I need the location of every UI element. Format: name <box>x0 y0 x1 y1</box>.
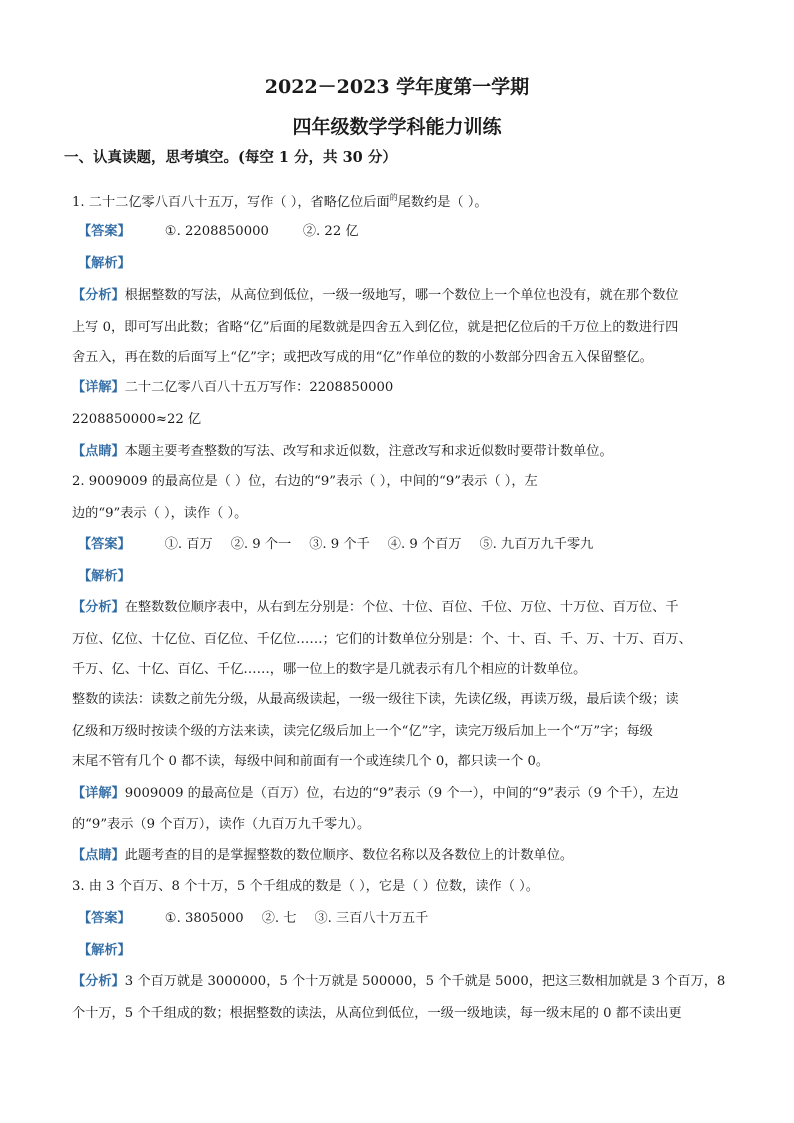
q1-fenxi-2: 上写 0，即可写出此数；省略“亿”后面的尾数就是四舍五入到亿位，就是把亿位后的千万位上的数进行四 <box>72 320 679 335</box>
q3-fenxi-2: 个十万，5 个千组成的数；根据整数的读法，从高位到低位，一级一级地读，每一级末尾的 0 都不读出更 <box>72 1006 682 1021</box>
q2-detail-text-1: 9009009 的最高位是（百万）位，右边的“9”表示（9 个一），中间的“9”表示（9 个千），左边 <box>124 786 679 801</box>
q2-question-1: 2. 9009009 的最高位是（ ）位，右边的“9”表示（ ），中间的“9”表示（ ），左 <box>72 474 538 489</box>
q1-analysis-tag <box>78 254 131 274</box>
q2-answer-4: ④. 9 个百万 <box>387 537 462 552</box>
q2-fenxi-2: 万位、亿位、十亿位、百亿位、千亿位……；它们的计数单位分别是：个、十、百、千、万、十万、百万、 <box>72 632 692 647</box>
answer-tag: 【答案】 <box>78 911 131 926</box>
q1-detail-1 <box>72 378 393 398</box>
q2-analysis-tag <box>78 567 131 587</box>
q1-question <box>72 188 488 213</box>
q2-detail-2: 的“9”表示（9 个百万），读作（九百万九千零九）。 <box>72 817 371 832</box>
q2-answer-1: ①. 百万 <box>164 537 213 552</box>
q2-answer <box>78 535 593 555</box>
q2-fenxi-4: 整数的读法：读数之前先分级，从最高级读起，一级一级往下读，先读亿级，再读万级，最后读个级；读 <box>72 692 679 707</box>
q1-dianjing-text: 本题主要考查整数的写法、改写和求近似数，注意改写和求近似数时要带计数单位。 <box>124 444 613 459</box>
q2-fenxi-3: 千万、亿、十亿、百亿、千亿……，哪一位上的数字是几就表示有几个相应的计数单位。 <box>72 662 587 677</box>
q3-analysis-tag <box>78 941 131 961</box>
q1-question-text-b: 尾数约是（ ）。 <box>397 195 488 210</box>
q3-fenxi-1 <box>72 972 725 992</box>
q2-answer-3: ③. 9 个千 <box>309 537 370 552</box>
q1-dianjing <box>72 442 613 462</box>
q3-fenxi-text-1: 3 个百万就是 3000000，5 个十万就是 500000，5 个千就是 5000，把这三数相加就是 3 个百万，8 <box>124 974 726 989</box>
q1-answer-2: ②. 22 亿 <box>302 224 359 239</box>
fenxi-tag: 【分析】 <box>72 288 125 303</box>
detail-tag: 【详解】 <box>72 786 125 801</box>
q3-answer-2: ②. 七 <box>261 911 297 926</box>
answer-tag: 【答案】 <box>78 537 131 552</box>
q2-fenxi-text-1: 在整数数位顺序表中，从右到左分别是：个位、十位、百位、千位、万位、十万位、百万位、千 <box>124 600 679 615</box>
q2-fenxi-1 <box>72 598 679 618</box>
analysis-tag: 【解析】 <box>78 569 131 584</box>
q1-fenxi-1 <box>72 286 679 306</box>
q2-answer-5: ⑤. 九百万九千零九 <box>479 537 594 552</box>
q1-question-text-a: 1. 二十二亿零八百八十五万，写作（ ），省略亿位后面 <box>72 195 390 210</box>
detail-tag: 【详解】 <box>72 380 125 395</box>
q1-detail-2: 2208850000≈22 亿 <box>72 412 202 427</box>
analysis-tag: 【解析】 <box>78 256 131 271</box>
q2-dianjing-text: 此题考查的目的是掌握整数的数位顺序、数位名称以及各数位上的计数单位。 <box>124 848 574 863</box>
title-school-year: 2022－2023 学年度第一学期 <box>264 76 530 98</box>
q1-fenxi-3: 舍五入，再在数的后面写上“亿”字；或把改写成的用“亿”作单位的数的小数部分四舍五入保留整亿。 <box>72 350 653 365</box>
q2-fenxi-6: 末尾不管有几个 0 都不读，每级中间和前面有一个或连续几个 0，都只读一个 0。 <box>72 754 550 769</box>
q2-dianjing <box>72 846 573 866</box>
q3-answer <box>78 909 428 929</box>
dianjing-tag: 【点睛】 <box>72 444 125 459</box>
section-heading: 一、认真读题，思考填空。(每空 1 分，共 30 分） <box>64 149 397 166</box>
fenxi-tag: 【分析】 <box>72 974 125 989</box>
dianjing-tag: 【点睛】 <box>72 848 125 863</box>
analysis-tag: 【解析】 <box>78 943 131 958</box>
q1-fenxi-text-1: 根据整数的写法，从高位到低位，一级一级地写，哪一个数位上一个单位也没有，就在那个数位 <box>124 288 679 303</box>
title-subject: 四年级数学学科能力训练 <box>292 116 502 138</box>
fenxi-tag: 【分析】 <box>72 600 125 615</box>
q1-question-sup: 的 <box>389 193 398 202</box>
q3-answer-1: ①. 3805000 <box>164 911 244 926</box>
q1-detail-text-1: 二十二亿零八百八十五万写作：2208850000 <box>124 380 394 395</box>
q2-question-2: 边的“9”表示（ ），读作（ ）。 <box>72 506 248 521</box>
q3-question: 3. 由 3 个百万、8 个十万，5 个千组成的数是（ ），它是（ ）位数，读作（ ）。 <box>72 879 539 894</box>
q2-answer-2: ②. 9 个一 <box>230 537 292 552</box>
q3-answer-3: ③. 三百八十万五千 <box>314 911 429 926</box>
answer-tag: 【答案】 <box>78 224 131 239</box>
q2-detail-1 <box>72 784 679 804</box>
q2-fenxi-5: 亿级和万级时按读个级的方法来读，读完亿级后加上一个“亿”字，读完万级后加上一个“万”字；每级 <box>72 724 653 739</box>
q1-answer-1: ①. 2208850000 <box>164 224 269 239</box>
q1-answer <box>78 222 359 242</box>
